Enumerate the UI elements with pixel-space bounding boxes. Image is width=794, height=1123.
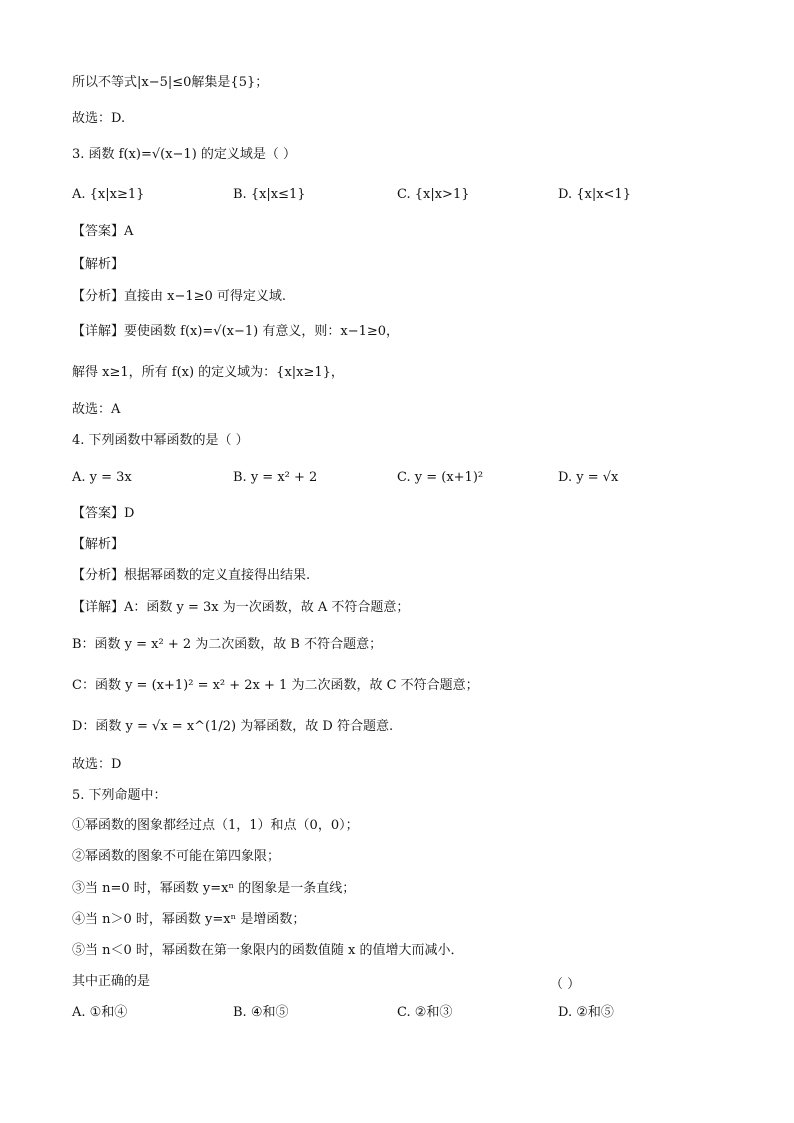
question-3: 3. 函数 f(x)=√(x−1) 的定义域是（ ） xyxy=(72,147,297,162)
q4-d: D：函数 y = √x = x^(1/2) 为幂函数，故 D 符合题意. xyxy=(72,719,394,734)
q3-solve: 解得 x≥1，所有 f(x) 的定义域为：{x|x≥1}， xyxy=(72,365,344,380)
q3-xiangjie: 【详解】要使函数 f(x)=√(x−1) 有意义，则：x−1≥0， xyxy=(72,324,400,339)
q5-answer-paren: （ ） xyxy=(550,977,581,992)
q5-option-d: D. ②和⑤ xyxy=(558,1005,614,1020)
q3-option-a: A. {x|x≥1} xyxy=(72,187,145,202)
q3-answer: 【答案】A xyxy=(72,224,134,239)
q4-option-c: C. y = (x+1)² xyxy=(397,470,484,485)
q5-statement-1: ①幂函数的图象都经过点（1，1）和点（0，0）； xyxy=(72,818,359,833)
q3-analysis-tag: 【解析】 xyxy=(72,257,125,272)
q4-analysis-tag: 【解析】 xyxy=(72,537,125,552)
q3-option-d: D. {x|x<1} xyxy=(558,187,631,202)
q4-answer: 【答案】D xyxy=(72,506,135,521)
q5-statement-2: ②幂函数的图象不可能在第四象限； xyxy=(72,849,281,864)
q4-option-a: A. y = 3x xyxy=(72,470,132,485)
line-inequality-solution: 所以不等式|x−5|≤0解集是{5}； xyxy=(72,75,269,90)
q4-choose: 故选：D xyxy=(72,757,122,772)
q4-b: B：函数 y = x² + 2 为二次函数，故 B 不符合题意； xyxy=(72,637,383,652)
q3-option-c: C. {x|x>1} xyxy=(397,187,470,202)
q3-option-b: B. {x|x≤1} xyxy=(233,187,306,202)
question-5: 5. 下列命题中： xyxy=(72,788,167,803)
q4-fenxi: 【分析】根据幂函数的定义直接得出结果. xyxy=(72,568,311,583)
q5-statement-4: ④当 n＞0 时，幂函数 y=xⁿ 是增函数； xyxy=(72,912,306,927)
q3-fenxi: 【分析】直接由 x−1≥0 可得定义域. xyxy=(72,289,287,304)
q4-xiangjie: 【详解】A：函数 y = 3x 为一次函数，故 A 不符合题意； xyxy=(72,600,410,615)
q4-option-b: B. y = x² + 2 xyxy=(233,470,318,485)
q4-option-d: D. y = √x xyxy=(558,470,619,485)
q4-c: C：函数 y = (x+1)² = x² + 2x + 1 为二次函数，故 C 不符合题意； xyxy=(72,678,479,693)
q5-statement-5: ⑤当 n＜0 时，幂函数在第一象限内的函数值随 x 的值增大而减小． xyxy=(72,943,464,958)
question-4: 4. 下列函数中幂函数的是（ ） xyxy=(72,433,249,448)
q5-option-a: A. ①和④ xyxy=(72,1005,128,1020)
q3-choose: 故选：A xyxy=(72,402,121,417)
q5-option-c: C. ②和③ xyxy=(397,1005,453,1020)
line-choose-d: 故选：D. xyxy=(72,111,126,126)
q5-statement-3: ③当 n=0 时，幂函数 y=xⁿ 的图象是一条直线； xyxy=(72,881,356,896)
q5-which-correct: 其中正确的是 xyxy=(72,974,151,989)
q5-option-b: B. ④和⑤ xyxy=(233,1005,289,1020)
